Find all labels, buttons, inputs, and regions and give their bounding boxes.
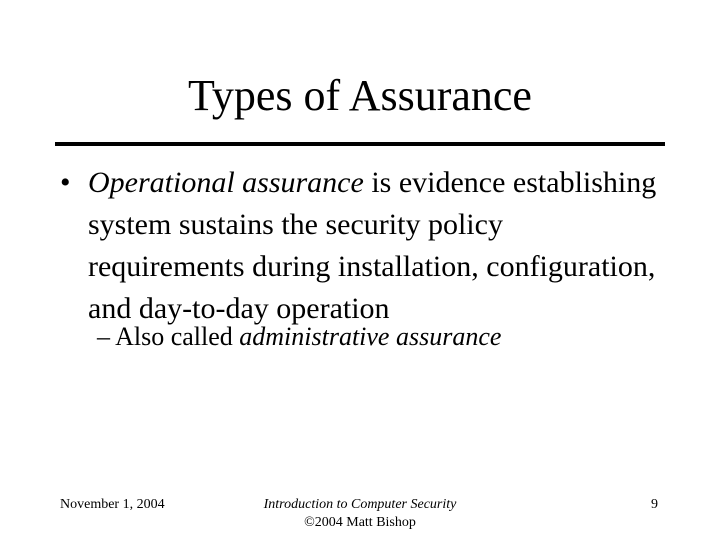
footer-course-title: Introduction to Computer Security xyxy=(263,497,457,512)
bullet-item xyxy=(60,162,660,330)
bullet-list xyxy=(60,162,660,330)
bullet-description: is evidence establishing system sustains the security policy requirements during installation, configuration, and day-to-day operation xyxy=(88,166,657,325)
footer-copyright: ©2004 Matt Bishop xyxy=(304,515,416,530)
bullet-marker: • xyxy=(60,166,71,199)
sub-bullet-marker: – xyxy=(97,322,110,351)
title-divider xyxy=(55,142,665,146)
bullet-text xyxy=(88,166,656,325)
sub-bullet-prefix: Also called xyxy=(115,322,240,351)
bullet-term: Operational assurance xyxy=(88,166,364,199)
sub-bullet-item xyxy=(97,319,657,355)
footer-page-number: 9 xyxy=(651,497,658,512)
sub-bullet-text xyxy=(115,322,501,351)
sub-bullet-term: administrative assurance xyxy=(239,322,502,351)
footer-date: November 1, 2004 xyxy=(60,497,165,512)
slide-title: Types of Assurance xyxy=(188,71,532,120)
footer-center xyxy=(210,496,510,532)
